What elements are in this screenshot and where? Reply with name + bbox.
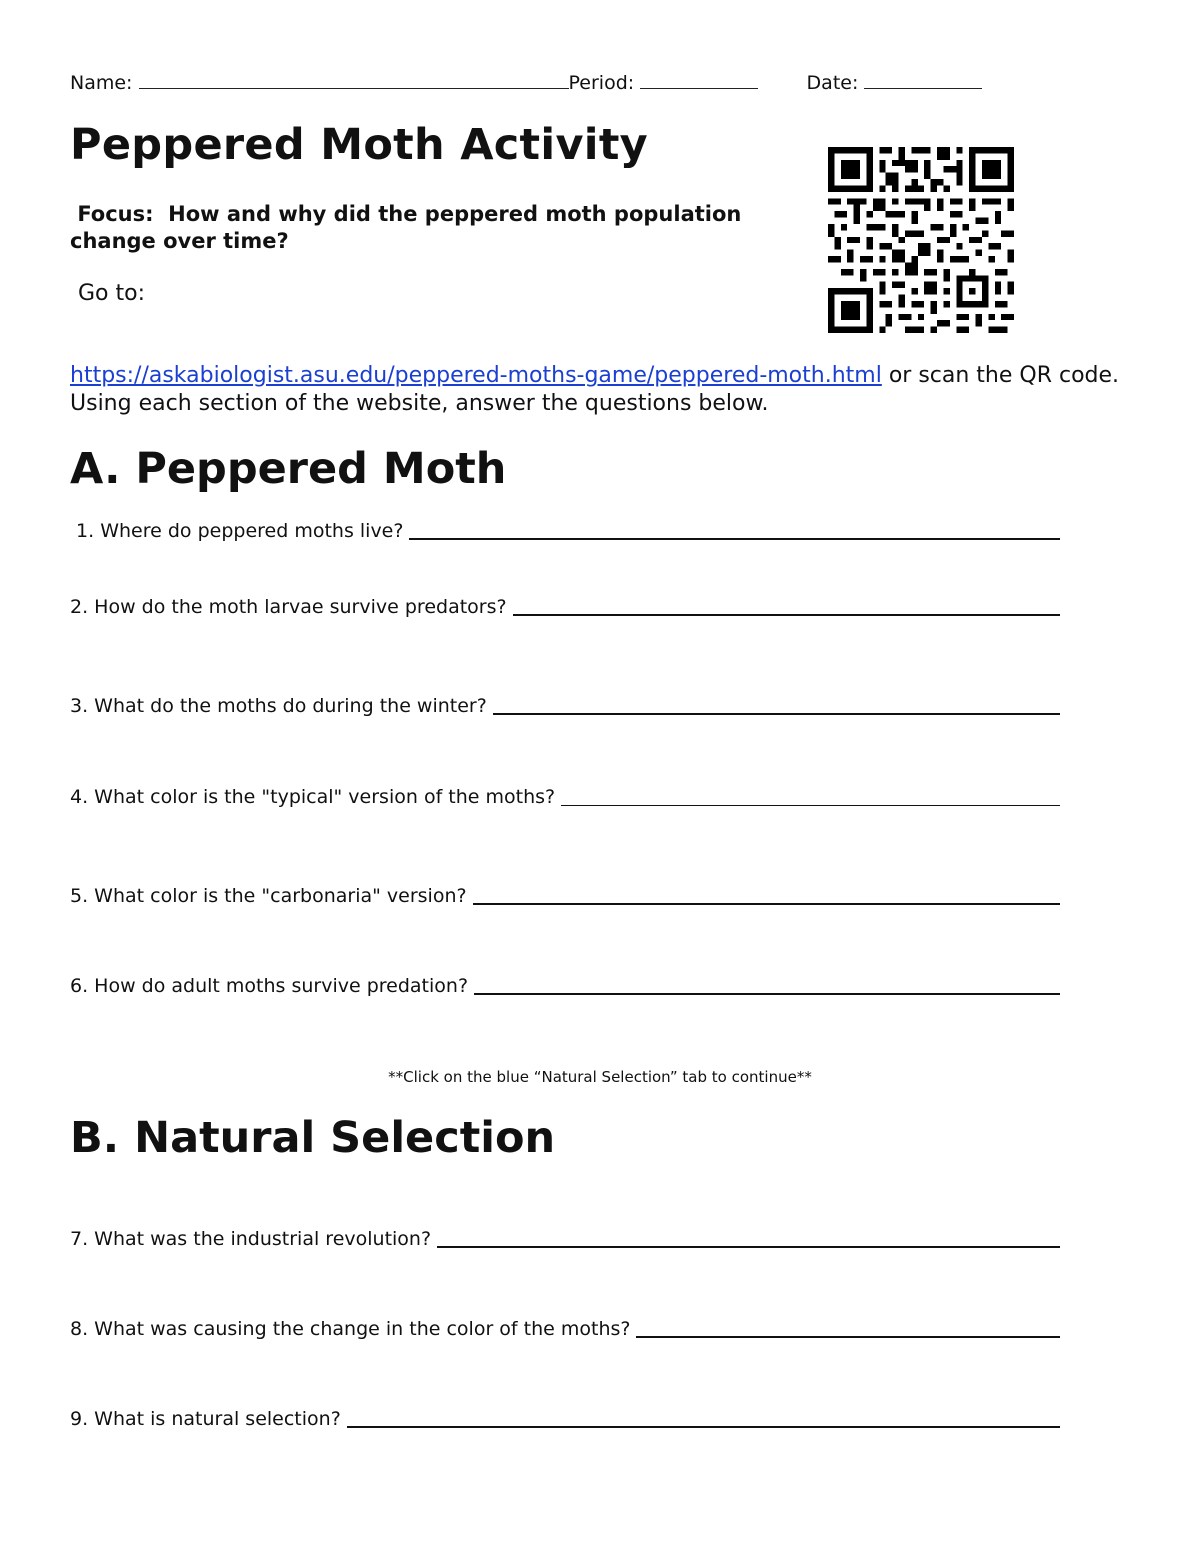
answer-line[interactable] (561, 805, 1060, 806)
question-text: 4. What color is the "typical" version of the moths? (70, 786, 556, 808)
name-field[interactable] (139, 72, 569, 89)
question-text: 3. What do the moths do during the winter? (70, 695, 487, 717)
answer-line[interactable] (473, 903, 1060, 905)
period-field[interactable] (640, 72, 758, 89)
question-text: 5. What color is the "carbonaria" version? (70, 885, 467, 907)
continue-note: **Click on the blue “Natural Selection” tab to continue** (388, 1068, 812, 1086)
question-row (70, 1318, 1060, 1340)
focus-question: How and why did the peppered moth population change over time? (70, 202, 742, 253)
focus-block (70, 201, 770, 255)
answer-line[interactable] (493, 713, 1060, 715)
link-instructions: or scan the QR code. Using each section of the website, answer the questions below. (70, 363, 1120, 416)
name-label: Name: (70, 72, 133, 94)
header-fields (70, 72, 982, 94)
qr-code-icon[interactable] (828, 147, 1014, 333)
question-row (70, 1408, 1060, 1430)
page-title: Peppered Moth Activity (70, 120, 649, 170)
answer-line[interactable] (437, 1246, 1060, 1248)
goto-label: Go to: (78, 281, 145, 306)
question-row (70, 695, 1060, 717)
answer-line[interactable] (636, 1336, 1060, 1338)
answer-line[interactable] (409, 538, 1060, 540)
question-row (70, 1228, 1060, 1250)
question-row (70, 520, 1060, 542)
period-label: Period: (568, 72, 635, 94)
website-link[interactable]: https://askabiologist.asu.edu/peppered-moths-game/peppered-moth.html (70, 363, 882, 388)
section-a-title: A. Peppered Moth (70, 444, 507, 494)
question-row (70, 786, 1060, 808)
link-paragraph (70, 362, 1130, 418)
answer-line[interactable] (513, 614, 1060, 616)
section-b-title: B. Natural Selection (70, 1113, 556, 1163)
question-text: 8. What was causing the change in the color of the moths? (70, 1318, 631, 1340)
question-text: 9. What is natural selection? (70, 1408, 341, 1430)
answer-line[interactable] (474, 993, 1060, 995)
question-text: 6. How do adult moths survive predation? (70, 975, 469, 997)
date-label: Date: (806, 72, 859, 94)
focus-label: Focus: (77, 202, 154, 226)
question-row (70, 975, 1060, 997)
date-field[interactable] (864, 72, 982, 89)
question-row (70, 885, 1060, 907)
question-text: 7. What was the industrial revolution? (70, 1228, 432, 1250)
question-row (70, 596, 1060, 618)
question-text: 2. How do the moth larvae survive predators? (70, 596, 507, 618)
answer-line[interactable] (347, 1426, 1060, 1428)
question-text: 1. Where do peppered moths live? (70, 520, 404, 542)
